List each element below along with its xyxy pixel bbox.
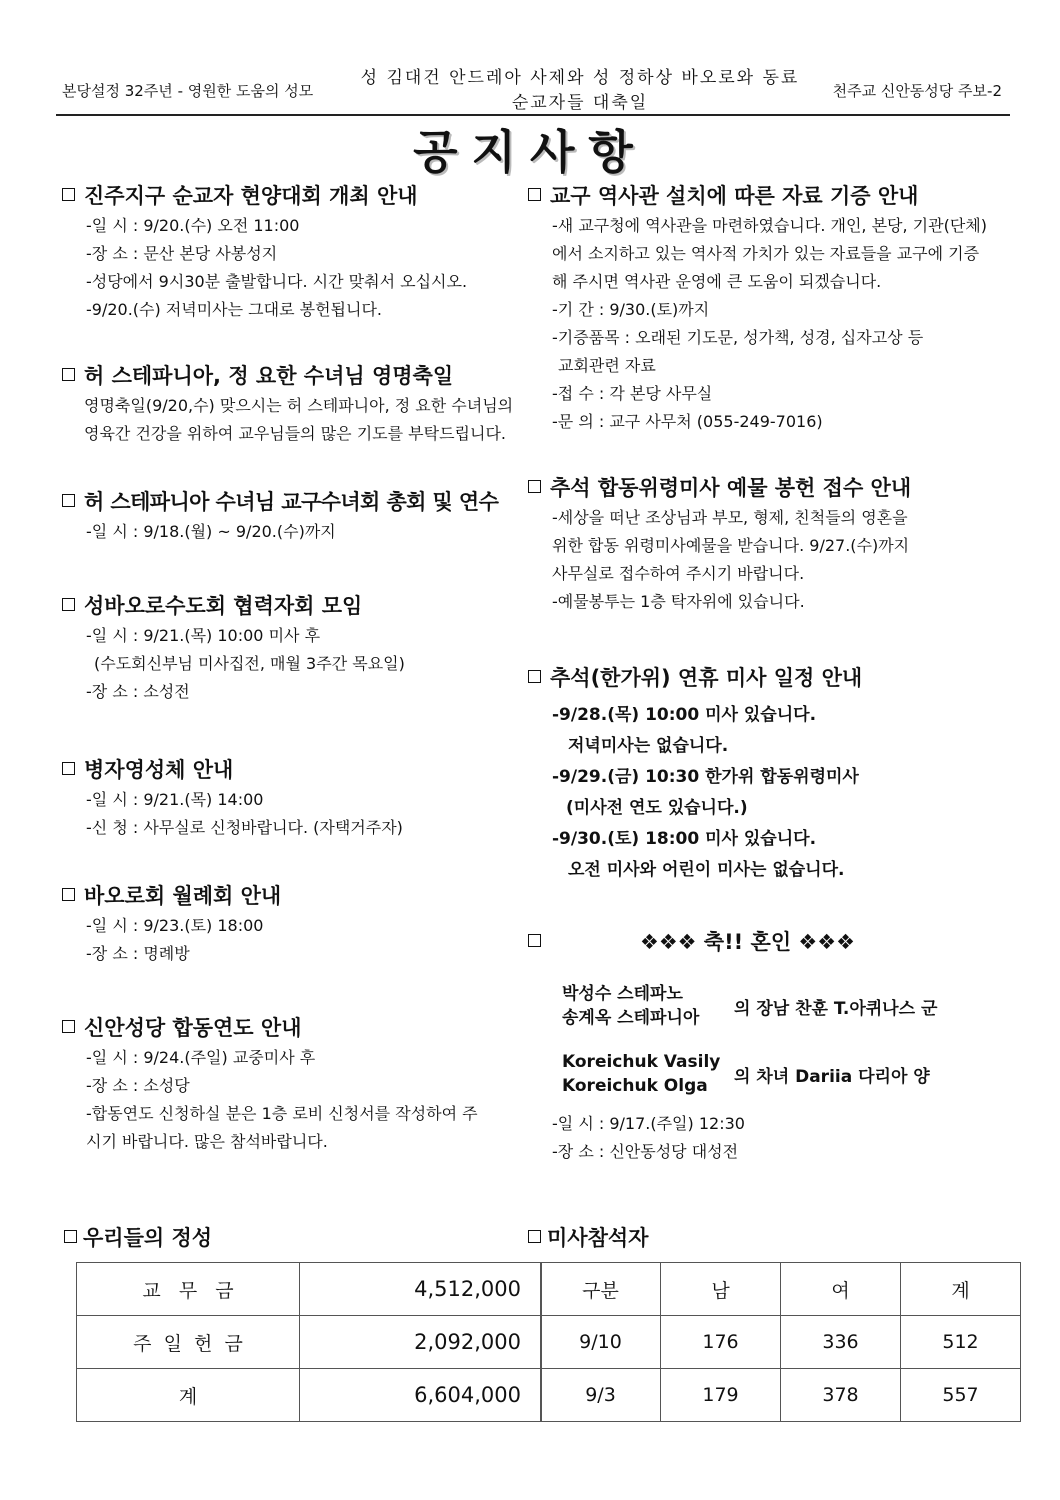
- header-center-line2: 순교자들 대축일: [511, 93, 649, 113]
- wedding-details: [528, 1110, 1013, 1166]
- table-cell: 557: [901, 1369, 1021, 1422]
- notice-line: 오전 미사와 어린이 미사는 없습니다.: [568, 860, 845, 880]
- offering-value: 6,604,000: [300, 1369, 542, 1422]
- checkbox-bullet-icon: [62, 762, 75, 775]
- table-cell: 9/3: [541, 1369, 661, 1422]
- table-cell: 336: [781, 1316, 901, 1369]
- notice-wedding: [528, 926, 1013, 1161]
- checkbox-bullet-icon: [528, 934, 541, 947]
- notice-paul-cooperators: [62, 590, 522, 706]
- notice-line: -일 시 : 9/21.(목) 10:00 미사 후: [86, 626, 321, 645]
- offering-value: 4,512,000: [300, 1263, 542, 1316]
- column-header: 구분: [541, 1263, 661, 1316]
- notice-sisters-assembly: [62, 486, 522, 546]
- notice-line: -합동연도 신청하실 분은 1층 로비 신청서를 작성하여 주: [86, 1104, 478, 1123]
- offering-table: [76, 1262, 542, 1422]
- offering-label: 주 일 헌 금: [77, 1316, 300, 1369]
- offering-label: 계: [77, 1369, 300, 1422]
- wedding-bride-row: [562, 1050, 930, 1098]
- notice-line: -성당에서 9시30분 출발합니다. 시간 맞춰서 오십시오.: [86, 272, 468, 291]
- notice-line: (수도회신부님 미사집전, 매월 3주간 목요일): [94, 654, 405, 673]
- notice-heading: 허 스테파니아 수녀님 교구수녀회 총회 및 연수: [62, 486, 522, 518]
- notice-line: -일 시 : 9/21.(목) 14:00: [86, 790, 264, 809]
- checkbox-bullet-icon: [528, 1230, 541, 1243]
- column-header: 남: [661, 1263, 781, 1316]
- notice-sick-communion: [62, 754, 522, 842]
- notice-line: -신 청 : 사무실로 신청바랍니다. (자택거주자): [86, 818, 403, 837]
- notice-line: -일 시 : 9/18.(월) ~ 9/20.(수)까지: [86, 522, 336, 541]
- table-cell: 9/10: [541, 1316, 661, 1369]
- offering-title: 우리들의 정성: [64, 1222, 212, 1252]
- notice-heading: 진주지구 순교자 현양대회 개최 안내: [62, 180, 522, 212]
- notice-jinju-rally: [62, 180, 522, 324]
- table-cell: 512: [901, 1316, 1021, 1369]
- header-left-text: 본당설정 32주년 - 영원한 도움의 성모: [62, 82, 314, 100]
- notice-line: 사무실로 접수하여 주시기 바랍니다.: [552, 564, 805, 583]
- table-cell: 176: [661, 1316, 781, 1369]
- notice-heading: ❖❖❖ 축!! 혼인 ❖❖❖: [528, 926, 1013, 958]
- notice-line: -9/28.(목) 10:00 미사 있습니다.: [552, 705, 817, 725]
- notice-line: -장 소 : 신안동성당 대성전: [552, 1142, 739, 1161]
- notice-line: 영육간 건강을 위하여 교우님들의 많은 기도를 부탁드립니다.: [84, 424, 507, 443]
- notice-line: -일 시 : 9/24.(주일) 교중미사 후: [86, 1048, 316, 1067]
- offering-label: 교 무 금: [77, 1263, 300, 1316]
- notice-line: -9/29.(금) 10:30 한가위 합동위령미사: [552, 767, 859, 787]
- notice-paul-society: [62, 880, 522, 968]
- notice-heading: 신안성당 합동연도 안내: [62, 1012, 522, 1044]
- notice-heading: 추석(한가위) 연휴 미사 일정 안내: [528, 662, 1013, 694]
- attendance-table: [540, 1262, 1021, 1422]
- notice-line: -장 소 : 문산 본당 사봉성지: [86, 244, 278, 263]
- notice-line: -문 의 : 교구 사무처 (055-249-7016): [552, 412, 823, 431]
- notice-joint-prayer: [62, 1012, 522, 1156]
- attendance-title: 미사참석자: [528, 1222, 648, 1252]
- notice-line: -일 시 : 9/17.(주일) 12:30: [552, 1114, 745, 1133]
- notice-heading: 성바오로수도회 협력자회 모임: [62, 590, 522, 622]
- checkbox-bullet-icon: [62, 368, 75, 381]
- notice-line: -장 소 : 소성전: [86, 682, 190, 701]
- column-header: 여: [781, 1263, 901, 1316]
- notice-memorial-mass-offering: [528, 472, 1013, 616]
- table-cell: 378: [781, 1369, 901, 1422]
- table-row: [77, 1263, 542, 1316]
- notice-line: 시기 바랍니다. 많은 참석바랍니다.: [86, 1132, 328, 1151]
- checkbox-bullet-icon: [64, 1230, 77, 1243]
- notice-line: -세상을 떠난 조상님과 부모, 형제, 친척들의 영혼을: [552, 508, 908, 527]
- notice-line: 영명축일(9/20,수) 맞으시는 허 스테파니아, 정 요한 수녀님의: [84, 396, 514, 415]
- notice-line: 해 주시면 역사관 운영에 큰 도움이 되겠습니다.: [552, 272, 882, 291]
- table-row: [77, 1316, 542, 1369]
- checkbox-bullet-icon: [62, 1020, 75, 1033]
- groom-parents: 박성수 스테파노 송계옥 스테파니아: [562, 984, 700, 1028]
- notice-line: 저녁미사는 없습니다.: [568, 736, 729, 756]
- notice-heading: 병자영성체 안내: [62, 754, 522, 786]
- header-center-line1: 성 김대건 안드레아 사제와 성 정하상 바오로와 동료: [360, 68, 800, 88]
- header-feast-title: [320, 66, 840, 116]
- checkbox-bullet-icon: [62, 598, 75, 611]
- groom-name: 의 장남 찬훈 T.아퀴나스 군: [734, 998, 938, 1019]
- notice-heading: 교구 역사관 설치에 따른 자료 기증 안내: [528, 180, 1013, 212]
- header-right-text: 천주교 신안동성당 주보-2: [832, 82, 1002, 100]
- checkbox-bullet-icon: [62, 494, 75, 507]
- notice-line: -일 시 : 9/23.(토) 18:00: [86, 916, 264, 935]
- notice-line: 에서 소지하고 있는 역사적 가치가 있는 자료들을 교구에 기증: [552, 244, 980, 263]
- bride-parents: Koreichuk Vasily Koreichuk Olga: [562, 1052, 721, 1096]
- table-row: [77, 1369, 542, 1422]
- notice-line: -기증품목 : 오래된 기도문, 성가책, 성경, 십자고상 등: [552, 328, 924, 347]
- notice-line: -일 시 : 9/20.(수) 오전 11:00: [86, 216, 300, 235]
- notice-heading: 추석 합동위령미사 예물 봉헌 접수 안내: [528, 472, 1013, 504]
- notice-history-museum: [528, 180, 1013, 436]
- checkbox-bullet-icon: [528, 480, 541, 493]
- bride-name: 의 차녀 Dariia 다리아 양: [734, 1066, 930, 1087]
- offering-value: 2,092,000: [300, 1316, 542, 1369]
- checkbox-bullet-icon: [62, 888, 75, 901]
- notice-line: -장 소 : 명례방: [86, 944, 190, 963]
- checkbox-bullet-icon: [528, 188, 541, 201]
- notice-line: 위한 합동 위령미사예물을 받습니다. 9/27.(수)까지: [552, 536, 910, 555]
- page-title: 공지사항: [413, 125, 647, 179]
- notice-feast-day: [62, 360, 522, 448]
- notice-chuseok-mass-schedule: [528, 662, 1013, 886]
- notice-line: -예물봉투는 1층 탁자위에 있습니다.: [552, 592, 805, 611]
- notice-line: -9/20.(수) 저녁미사는 그대로 봉헌됩니다.: [86, 300, 383, 319]
- table-row: [541, 1316, 1021, 1369]
- column-header: 계: [901, 1263, 1021, 1316]
- table-cell: 179: [661, 1369, 781, 1422]
- notice-line: -새 교구청에 역사관을 마련하였습니다. 개인, 본당, 기관(단체): [552, 216, 987, 235]
- notice-line: -장 소 : 소성당: [86, 1076, 190, 1095]
- notice-line: -기 간 : 9/30.(토)까지: [552, 300, 710, 319]
- notice-line: 교회관련 자료: [558, 356, 656, 375]
- notice-line: -9/30.(토) 18:00 미사 있습니다.: [552, 829, 817, 849]
- checkbox-bullet-icon: [528, 670, 541, 683]
- wedding-groom-row: [562, 982, 937, 1030]
- checkbox-bullet-icon: [62, 188, 75, 201]
- table-header-row: [541, 1263, 1021, 1316]
- notice-line: (미사전 연도 있습니다.): [566, 798, 748, 818]
- notice-heading: 허 스테파니아, 정 요한 수녀님 영명축일: [62, 360, 522, 392]
- notice-heading: 바오로회 월례회 안내: [62, 880, 522, 912]
- table-row: [541, 1369, 1021, 1422]
- notice-line: -접 수 : 각 본당 사무실: [552, 384, 713, 403]
